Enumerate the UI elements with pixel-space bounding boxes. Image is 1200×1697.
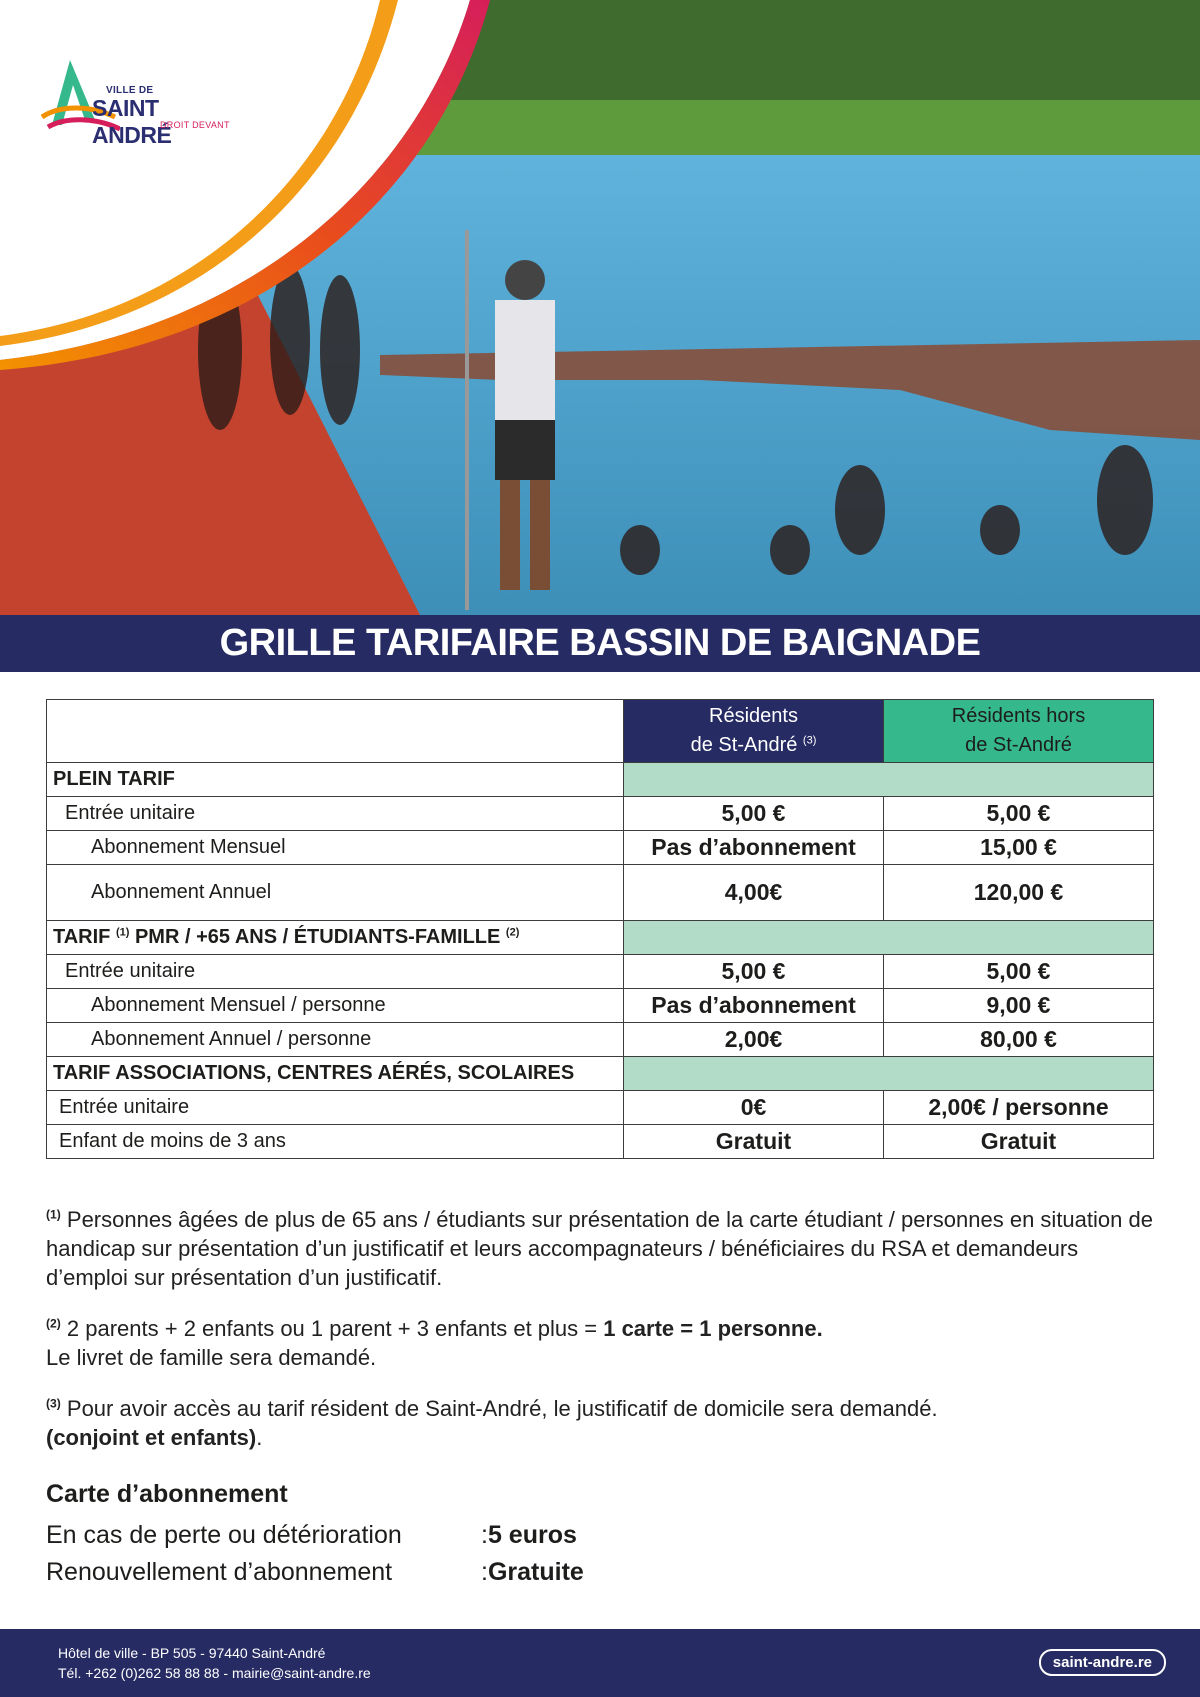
footer-address: Hôtel de ville - BP 505 - 97440 Saint-André Tél. +262 (0)262 58 88 88 - mairie@saint-andre.re bbox=[58, 1645, 371, 1681]
section-fill bbox=[624, 763, 1154, 797]
price-non-residents: 9,00 € bbox=[884, 989, 1154, 1023]
card-row-sep: : bbox=[481, 1521, 488, 1549]
price-residents: 4,00€ bbox=[624, 865, 884, 921]
note-ref-3: (3) bbox=[802, 734, 817, 747]
card-row-value: Gratuite bbox=[487, 1558, 584, 1586]
table-row bbox=[47, 797, 1154, 831]
pole bbox=[465, 230, 469, 610]
table-header-row bbox=[47, 700, 1154, 763]
price-residents: Gratuit bbox=[624, 1125, 884, 1159]
price-residents: 5,00 € bbox=[624, 955, 884, 989]
table-row bbox=[47, 831, 1154, 865]
price-non-residents: 5,00 € bbox=[884, 797, 1154, 831]
footer bbox=[0, 1629, 1200, 1697]
row-label: Abonnement Annuel bbox=[47, 865, 624, 921]
card-row-sep: : bbox=[481, 1558, 488, 1586]
logo-text-motto: DROIT DEVANT bbox=[160, 120, 230, 130]
footnotes bbox=[46, 1205, 1156, 1474]
page-title: GRILLE TARIFAIRE BASSIN DE BAIGNADE bbox=[219, 622, 981, 664]
header-residents: Résidents de St-André $^{(3)}$ bbox=[624, 700, 884, 763]
section-plein-tarif: PLEIN TARIF bbox=[47, 763, 624, 797]
price-non-residents: 2,00€ / personne bbox=[884, 1091, 1154, 1125]
card-row-value: 5 euros bbox=[487, 1521, 577, 1549]
price-residents: 5,00 € bbox=[624, 797, 884, 831]
subscription-card-info bbox=[46, 1480, 746, 1591]
city-logo bbox=[40, 55, 240, 148]
section-fill bbox=[624, 921, 1154, 955]
section-associations: TARIF ASSOCIATIONS, CENTRES AÉRÉS, SCOLAIRES bbox=[47, 1057, 624, 1091]
title-band bbox=[0, 615, 1200, 672]
logo-text-name: SAINT ANDRÉ bbox=[92, 95, 172, 148]
header-non-residents: Résidents hors de St-André bbox=[884, 700, 1154, 763]
table-row bbox=[47, 955, 1154, 989]
price-non-residents: 5,00 € bbox=[884, 955, 1154, 989]
header-empty-cell bbox=[47, 700, 624, 763]
row-label: Entrée unitaire bbox=[47, 955, 624, 989]
row-label: Abonnement Mensuel bbox=[47, 831, 624, 865]
card-row-label: En cas de perte ou détérioration bbox=[46, 1521, 402, 1549]
price-residents: 0€ bbox=[624, 1091, 884, 1125]
footnote-3: $^{(3)}$ Pour avoir accès au tarif résident de Saint-André, le justificatif de domicile sera demandé. (conjoint et enfants). bbox=[46, 1396, 938, 1450]
price-non-residents: 120,00 € bbox=[884, 865, 1154, 921]
price-residents: Pas d’abonnement bbox=[624, 989, 884, 1023]
table-row bbox=[47, 865, 1154, 921]
card-title: Carte d’abonnement bbox=[46, 1480, 288, 1508]
row-label: Enfant de moins de 3 ans bbox=[47, 1125, 624, 1159]
card-row-loss bbox=[46, 1517, 746, 1554]
hero-photo bbox=[0, 0, 1200, 615]
section-row bbox=[47, 1057, 1154, 1091]
price-non-residents: 15,00 € bbox=[884, 831, 1154, 865]
rates-table bbox=[46, 699, 1154, 1159]
row-label: Abonnement Annuel / personne bbox=[47, 1023, 624, 1057]
table-row bbox=[47, 989, 1154, 1023]
card-row-renewal bbox=[46, 1554, 746, 1591]
card-row-label: Renouvellement d’abonnement bbox=[46, 1558, 393, 1586]
table-row bbox=[47, 1023, 1154, 1057]
note-ref-1: (1) bbox=[115, 926, 130, 939]
footnote-1: $^{(1)}$ Personnes âgées de plus de 65 ans / étudiants sur présentation de la carte étudiant / personnes en situation de handicap sur présentation d’un justificatif et leurs accompagnateurs / bénéficiaires du RSA et demandeurs d’emploi sur présentation d’un justificatif. bbox=[46, 1207, 1153, 1290]
section-tarif-reduit: TARIF $^{(1)}$ PMR / +65 ANS / ÉTUDIANTS-FAMILLE $^{(2)}$ bbox=[47, 921, 624, 955]
price-residents: 2,00€ bbox=[624, 1023, 884, 1057]
row-label: Abonnement Mensuel / personne bbox=[47, 989, 624, 1023]
row-label: Entrée unitaire bbox=[47, 797, 624, 831]
website-link[interactable]: saint-andre.re bbox=[1039, 1649, 1166, 1676]
price-residents: Pas d’abonnement bbox=[624, 831, 884, 865]
section-row bbox=[47, 763, 1154, 797]
section-row bbox=[47, 921, 1154, 955]
note-ref-2: (2) bbox=[505, 926, 520, 939]
price-non-residents: Gratuit bbox=[884, 1125, 1154, 1159]
table-row bbox=[47, 1091, 1154, 1125]
footnote-2: $^{(2)}$ 2 parents + 2 enfants ou 1 parent + 3 enfants et plus = 1 carte = 1 personne. Le livret de famille sera demandé. bbox=[46, 1316, 823, 1370]
row-label: Entrée unitaire bbox=[47, 1091, 624, 1125]
logo-text-top: VILLE DE bbox=[106, 85, 154, 96]
table-row bbox=[47, 1125, 1154, 1159]
section-fill bbox=[624, 1057, 1154, 1091]
price-non-residents: 80,00 € bbox=[884, 1023, 1154, 1057]
